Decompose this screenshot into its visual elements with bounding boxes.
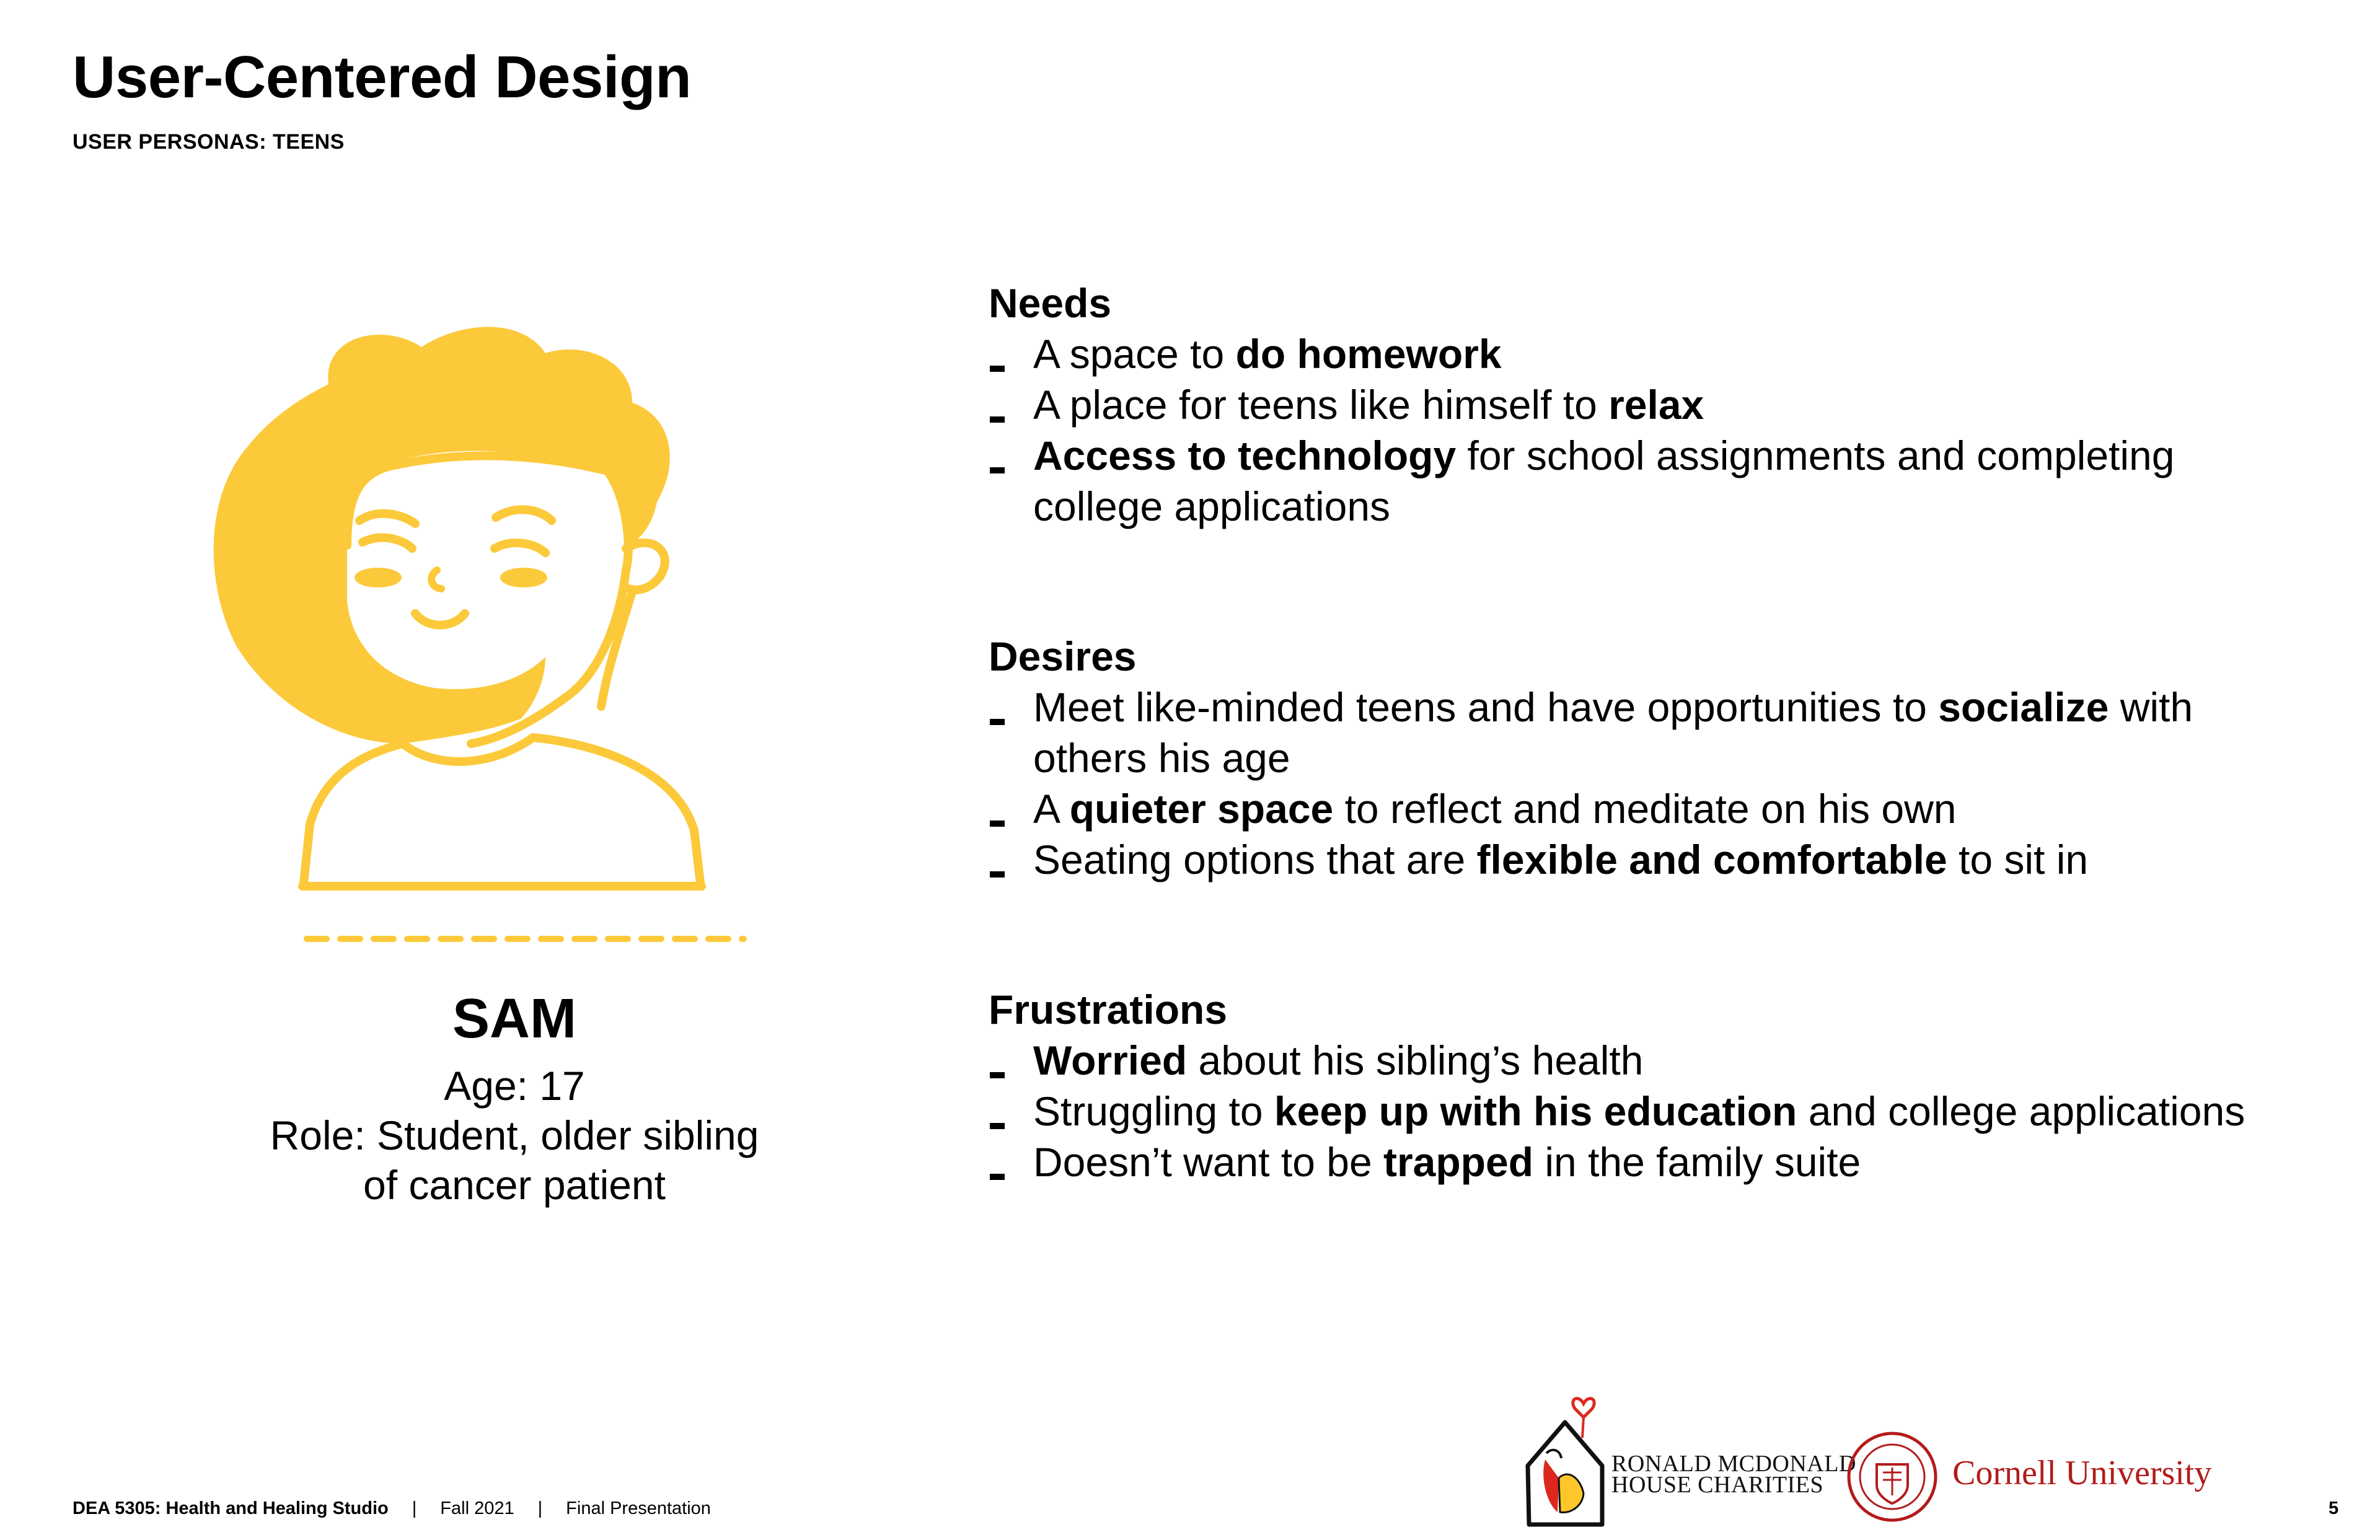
list-item: A quieter space to reflect and meditate on his own	[1033, 786, 1957, 832]
page-number: 5	[2329, 1498, 2339, 1518]
frustrations-heading: Frustrations	[989, 987, 1228, 1032]
list-item: Meet like-minded teens and have opportunities to socialize with others his age	[1033, 684, 2193, 781]
frustrations-list	[989, 1035, 2303, 1187]
persona-role-line1: Role: Student, older sibling	[270, 1112, 759, 1158]
list-item: A place for teens like himself to relax	[1033, 382, 1704, 428]
footer-separator: |	[412, 1498, 417, 1518]
footer-event: Final Presentation	[566, 1498, 711, 1518]
needs-section	[989, 278, 2303, 532]
persona-role-line2: of cancer patient	[363, 1162, 666, 1208]
footer	[73, 1498, 711, 1519]
footer-separator: |	[537, 1498, 543, 1518]
house-hands-icon	[1522, 1385, 1608, 1534]
desires-list	[989, 682, 2303, 885]
list-item: Doesn’t want to be trapped in the family suite	[1033, 1139, 1861, 1185]
rmhc-wordmark: RONALD MCDONALD HOUSE CHARITIES	[1611, 1451, 1856, 1498]
cornell-seal-icon	[1846, 1430, 1939, 1523]
list-item: Worried about his sibling’s health	[1033, 1037, 1644, 1083]
page-subtitle: USER PERSONAS: TEENS	[73, 130, 345, 154]
list-item: Struggling to keep up with his education and college applications	[1033, 1088, 2246, 1134]
page-title: User-Centered Design	[73, 44, 692, 110]
persona-name: SAM	[452, 988, 576, 1050]
needs-heading: Needs	[989, 280, 1112, 326]
list-item: Access to technology for school assignments and completing college applications	[1033, 433, 2175, 529]
persona-avatar-icon	[198, 310, 781, 954]
persona-details	[211, 985, 818, 1210]
list-item: A space to do homework	[1033, 331, 1502, 377]
list-item: Seating options that are flexible and comfortable to sit in	[1033, 837, 2089, 882]
desires-section	[989, 631, 2303, 885]
footer-course: DEA 5305: Health and Healing Studio	[73, 1498, 389, 1518]
desires-heading: Desires	[989, 633, 1137, 679]
footer-term: Fall 2021	[440, 1498, 514, 1518]
needs-list	[989, 328, 2303, 532]
persona-age: Age: 17	[444, 1063, 585, 1109]
frustrations-section	[989, 984, 2303, 1187]
cornell-wordmark: Cornell University	[1952, 1454, 2212, 1492]
